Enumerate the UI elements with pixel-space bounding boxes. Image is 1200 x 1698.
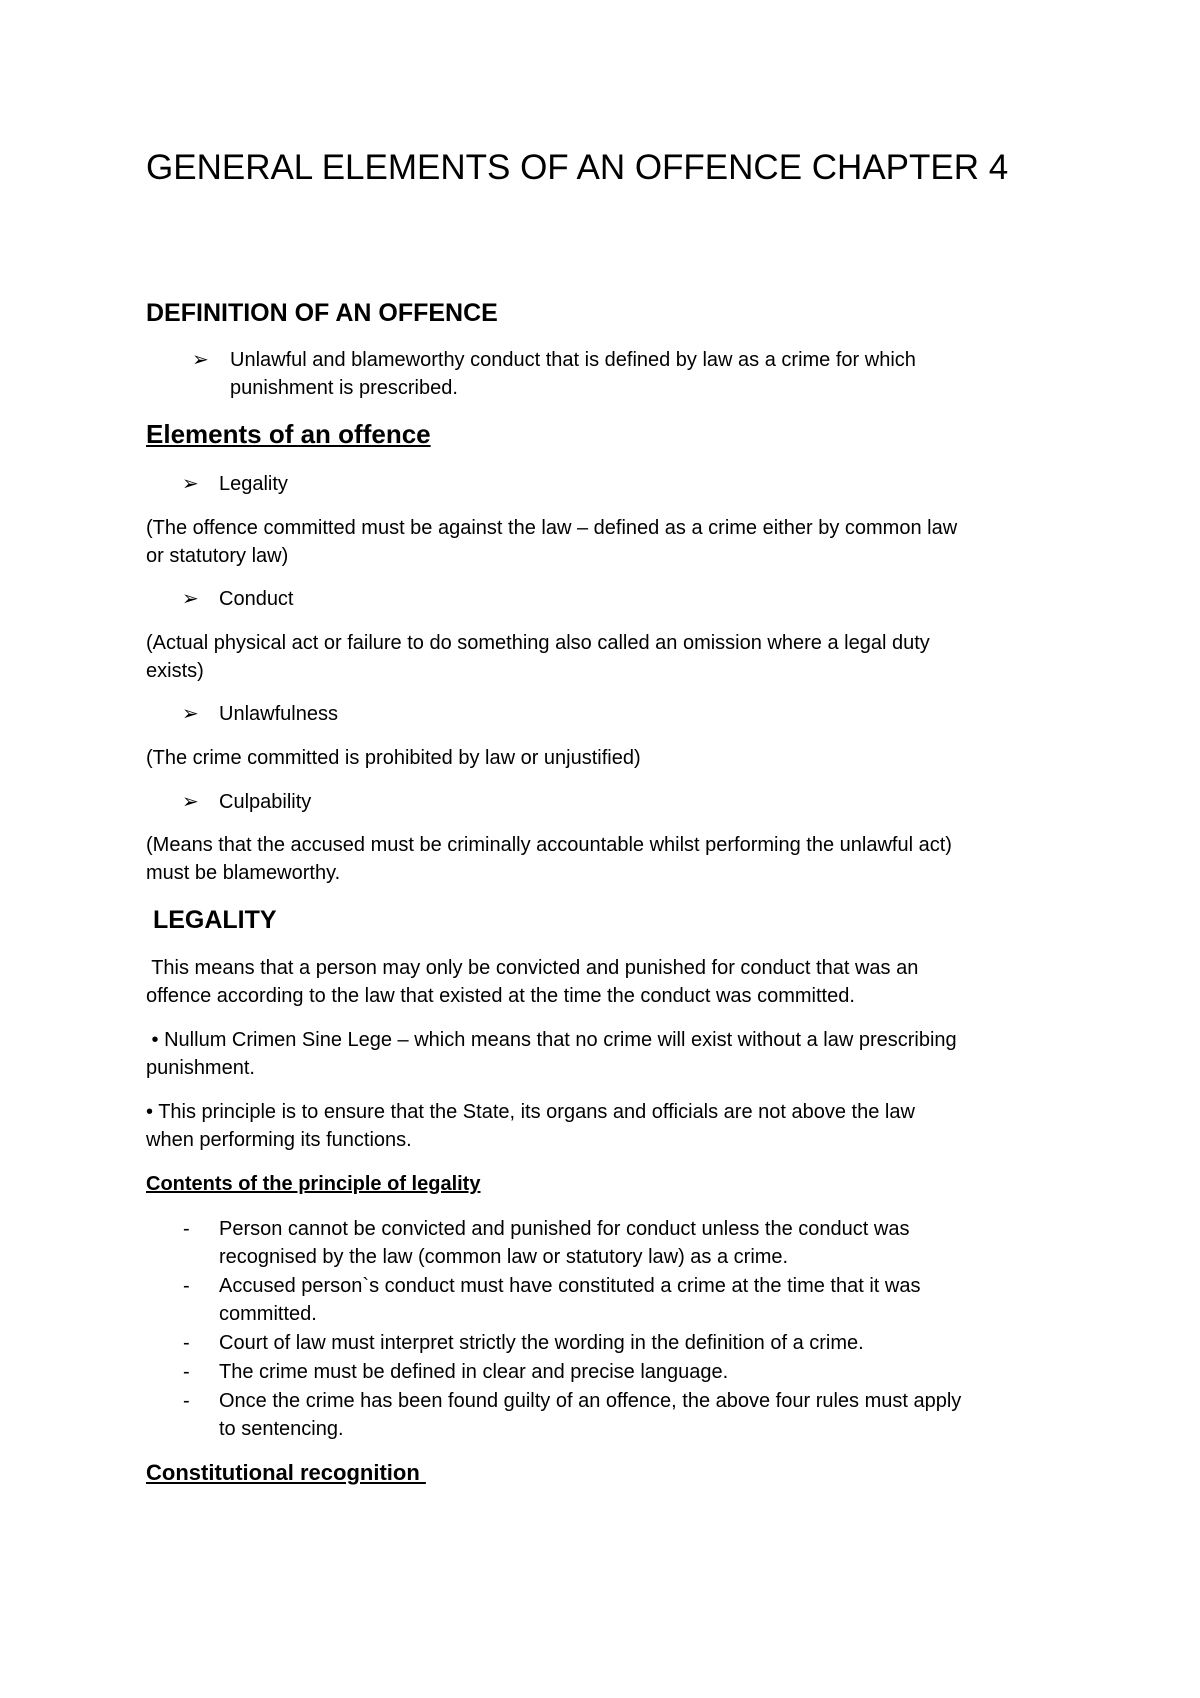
element-note-line: (The offence committed must be against the law – defined as a crime either by common law	[146, 517, 958, 539]
definition-text-line: Unlawful and blameworthy conduct that is defined by law as a crime for which	[230, 349, 916, 371]
legality-paragraph-line: This means that a person may only be convicted and punished for conduct that was an	[146, 957, 919, 979]
element-label: Unlawfulness	[219, 703, 338, 725]
definition-text-line: punishment is prescribed.	[230, 377, 458, 399]
dash-bullet: -	[183, 1218, 190, 1240]
contents-item-line: committed.	[219, 1303, 317, 1325]
arrow-bullet-icon: ➢	[182, 588, 199, 610]
elements-heading: Elements of an offence	[146, 419, 431, 449]
contents-item-line: Court of law must interpret strictly the wording in the definition of a crime.	[219, 1332, 864, 1354]
legality-heading: LEGALITY	[146, 906, 277, 934]
legality-paragraph-line: when performing its functions.	[146, 1129, 412, 1151]
contents-item-line: to sentencing.	[219, 1418, 344, 1440]
element-label: Culpability	[219, 791, 312, 813]
element-note-line: (Means that the accused must be criminally accountable whilst performing the unlawful act)	[146, 834, 952, 856]
element-label: Conduct	[219, 588, 294, 610]
dash-bullet: -	[183, 1390, 190, 1412]
dash-bullet: -	[183, 1275, 190, 1297]
contents-item-line: recognised by the law (common law or statutory law) as a crime.	[219, 1246, 789, 1268]
dash-bullet: -	[183, 1361, 190, 1383]
contents-heading: Contents of the principle of legality	[146, 1173, 481, 1195]
arrow-bullet-icon: ➢	[182, 473, 199, 495]
contents-item-line: The crime must be defined in clear and precise language.	[219, 1361, 729, 1383]
page-title: GENERAL ELEMENTS OF AN OFFENCE CHAPTER 4	[146, 148, 1009, 187]
element-note-line: exists)	[146, 660, 204, 682]
contents-item-line: Once the crime has been found guilty of an offence, the above four rules must apply	[219, 1390, 962, 1412]
arrow-bullet-icon: ➢	[182, 791, 199, 813]
constitutional-heading: Constitutional recognition	[146, 1460, 426, 1485]
contents-item-line: Accused person`s conduct must have constituted a crime at the time that it was	[219, 1275, 921, 1297]
legality-paragraph-line: offence according to the law that existed at the time the conduct was committed.	[146, 985, 855, 1007]
legality-paragraph-line: • Nullum Crimen Sine Lege – which means that no crime will exist without a law prescribing	[146, 1029, 957, 1051]
dash-bullet: -	[183, 1332, 190, 1354]
element-label: Legality	[219, 473, 288, 495]
element-note-line: (Actual physical act or failure to do something also called an omission where a legal duty	[146, 632, 930, 654]
arrow-bullet-icon: ➢	[192, 349, 209, 371]
element-note-line: must be blameworthy.	[146, 862, 341, 884]
contents-item-line: Person cannot be convicted and punished for conduct unless the conduct was	[219, 1218, 910, 1240]
legality-paragraph-line: punishment.	[146, 1057, 255, 1079]
element-note-line: (The crime committed is prohibited by law or unjustified)	[146, 747, 641, 769]
legality-paragraph-line: • This principle is to ensure that the State, its organs and officials are not above the law	[146, 1101, 915, 1123]
arrow-bullet-icon: ➢	[182, 703, 199, 725]
element-note-line: or statutory law)	[146, 545, 289, 567]
definition-heading: DEFINITION OF AN OFFENCE	[146, 299, 498, 327]
